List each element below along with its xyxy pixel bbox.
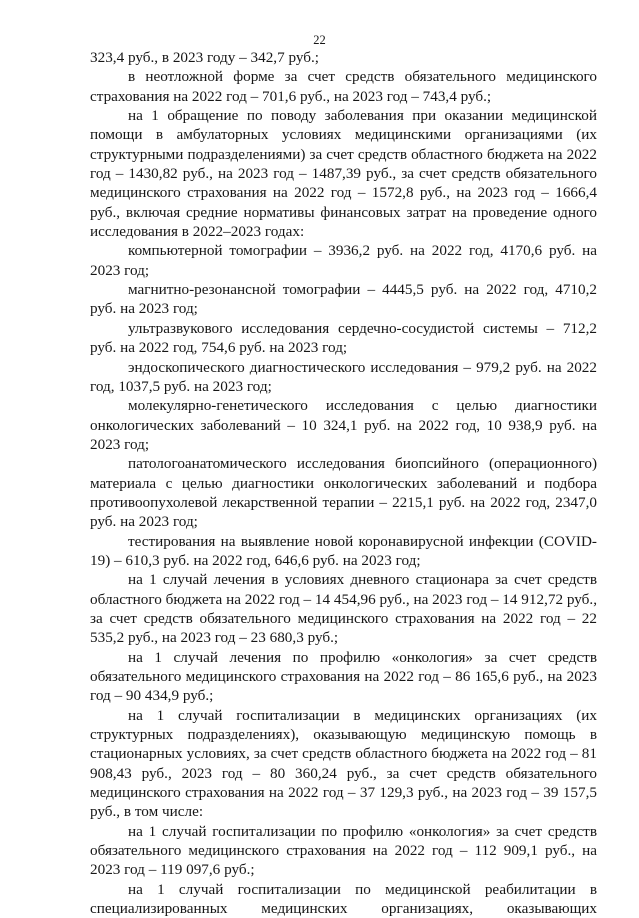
paragraph-11: на 1 случай лечения в условиях дневного стационара за счет средств областного бюджета на 2022 год – 14 454,96 руб., на 2023 год – 14 912,72 руб., за счет средств обязательного медицинского страхования на 2022 год – 22 535,2 руб., на 2023 год – 23 680,3 руб.; [90,571,597,647]
document-body [90,48,597,918]
paragraph-6: ультразвукового исследования сердечно-сосудистой системы – 712,2 руб. на 2022 год, 754,6 руб. на 2023 год; [90,319,597,357]
paragraph-15: на 1 случай госпитализации по медицинской реабилитации в специализированных медицинских организациях, оказывающих [90,880,597,918]
paragraph-9: патологоанатомического исследования биопсийного (операционного) материала с целью диагностики онкологических заболеваний и подбора противоопухолевой лекарственной терапии – 2215,1 руб. на 2022 год, 2347,0 руб. на 2023 год; [90,455,597,531]
paragraph-7: эндоскопического диагностического исследования – 979,2 руб. на 2022 год, 1037,5 руб. на 2023 год; [90,358,597,395]
paragraph-13: на 1 случай госпитализации в медицинских организациях (их структурных подразделениях), оказывающую медицинскую помощь в стационарных условиях, за счет средств областного бюджета на 2022 год – 81 908,43 руб., 2023 год – 80 360,24 руб., за счет средств обязательного медицинского страхования на 2022 год – 37 129,3 руб., на 2023 год – 39 157,5 руб., в том числе: [90,706,597,821]
paragraph-14: на 1 случай госпитализации по профилю «онкология» за счет средств обязательного медицинского страхования на 2022 год – 112 909,1 руб., на 2023 год – 119 097,6 руб.; [90,822,597,879]
paragraph-5: магнитно-резонансной томографии – 4445,5 руб. на 2022 год, 4710,2 руб. на 2023 год; [90,281,597,318]
page-number: 22 [313,33,326,47]
paragraph-3: на 1 обращение по поводу заболевания при оказании медицинской помощи в амбулаторных условиях медицинскими организациями (их структурными подразделениями) за счет средств областного бюджета на 2022 год – 1430,82 руб., на 2023 год – 1487,39 руб., за счет средств обязательного медицинского страхования на 2022 год – 1572,8 руб., на 2023 год – 1666,4 руб., включая средние нормативы финансовых затрат на проведение одного исследования в 2022–2023 годах: [90,107,597,241]
paragraph-12: на 1 случай лечения по профилю «онкология» за счет средств обязательного медицинского страхования на 2022 год – 86 165,6 руб., на 2023 год – 90 434,9 руб.; [90,648,597,705]
paragraph-1: 323,4 руб., в 2023 году – 342,7 руб.; [90,49,320,66]
paragraph-4: компьютерной томографии – 3936,2 руб. на 2022 год, 4170,6 руб. на 2023 год; [90,242,597,279]
paragraph-2: в неотложной форме за счет средств обязательного медицинского страхования на 2022 год – 701,6 руб., на 2023 год – 743,4 руб.; [90,68,597,105]
paragraph-10: тестирования на выявление новой коронавирусной инфекции (COVID-19) – 610,3 руб. на 2022 год, 646,6 руб. на 2023 год; [90,532,597,569]
paragraph-8: молекулярно-генетического исследования с целью диагностики онкологических заболеваний – 10 324,1 руб. на 2022 год, 10 938,9 руб. на 2023 год; [90,397,597,453]
